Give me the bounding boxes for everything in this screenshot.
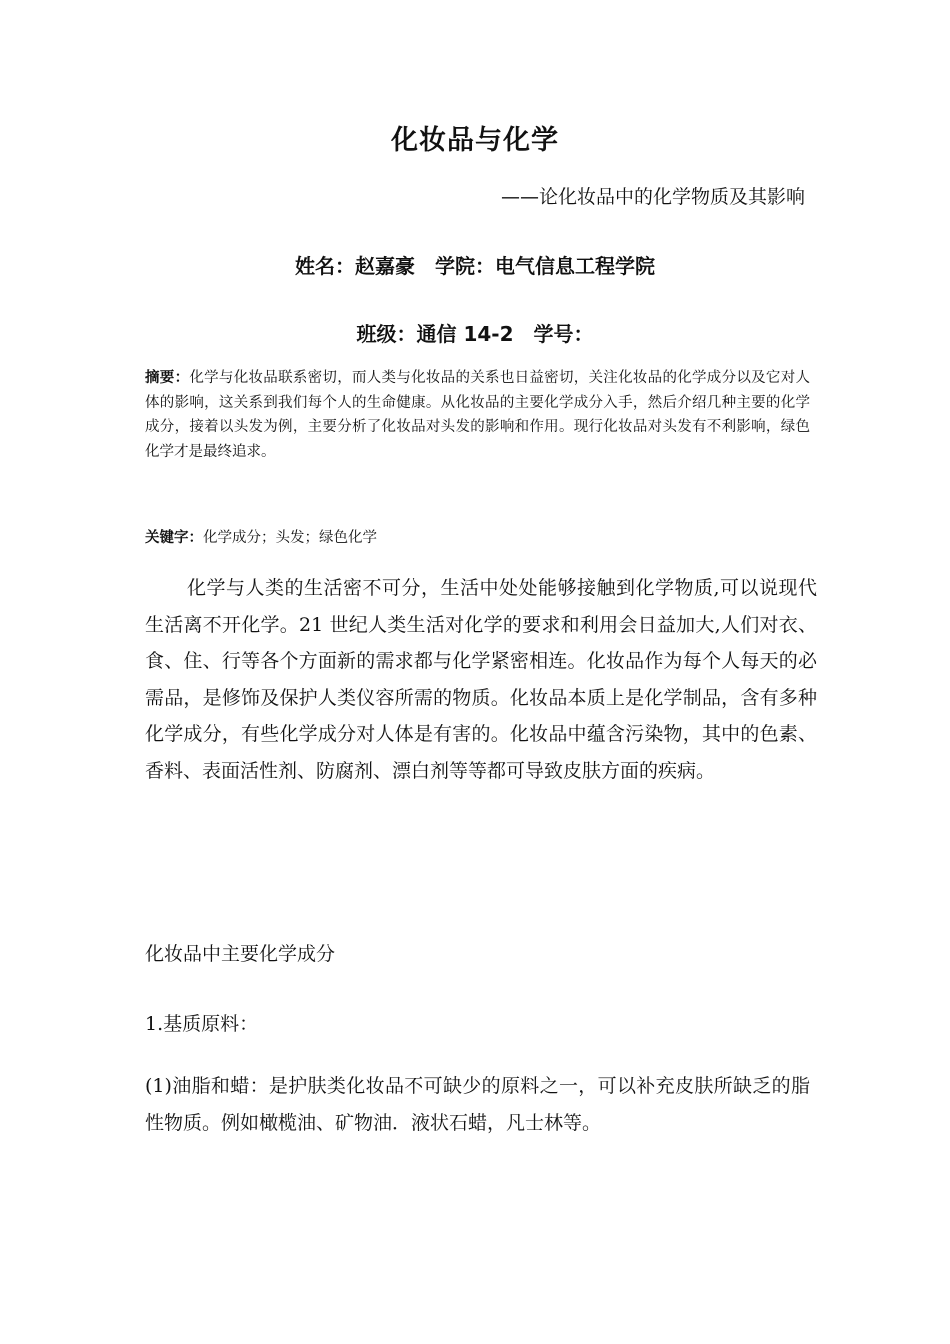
- keywords-label: 关键字：: [145, 529, 203, 546]
- intro-paragraph: 化学与人类的生活密不可分，生活中处处能够接触到化学物质,可以说现代生活离不开化学。21 世纪人类生活对化学的要求和利用会日益加大,人们对衣、食、住、行等各个方面新的需求都与化学紧密相连。化妆品作为每个人每天的必需品，是修饰及保护人类仪容所需的物质。化妆品本质上是化学制品，含有多种化学成分，有些化学成分对人体是有害的。化妆品中蕴含污染物，其中的色素、香料、表面活性剂、防腐剂、漂白剂等等都可导致皮肤方面的疾病。: [145, 577, 817, 782]
- author-info-line: 姓名：赵嘉豪 学院：电气信息工程学院: [295, 254, 655, 278]
- keywords-block: [145, 526, 810, 550]
- keywords-text: 化学成分；头发；绿色化学: [203, 530, 377, 546]
- section-heading: 化妆品中主要化学成分: [145, 943, 336, 965]
- item-paragraph: (1)油脂和蜡：是护肤类化妆品不可缺少的原料之一，可以补充皮肤所缺乏的脂性物质。例如橄榄油、矿物油．液状石蜡，凡士林等。: [145, 1075, 810, 1134]
- subsection-heading: 1.基质原料：: [145, 1013, 259, 1035]
- document-title: 化妆品与化学: [391, 125, 559, 156]
- class-info-line: 班级：通信 14-2 学号：: [356, 322, 594, 346]
- abstract-block: [145, 366, 810, 464]
- document-subtitle: ——论化妆品中的化学物质及其影响: [500, 186, 805, 208]
- abstract-label: 摘要：: [145, 369, 190, 386]
- abstract-text: 化学与化妆品联系密切，而人类与化妆品的关系也日益密切，关注化妆品的化学成分以及它对人体的影响，这关系到我们每个人的生命健康。从化妆品的主要化学成分入手，然后介绍几种主要的化学成分，接着以头发为例，主要分析了化妆品对头发的影响和作用。现行化妆品对头发有不利影响，绿色化学才是最终追求。: [145, 370, 811, 460]
